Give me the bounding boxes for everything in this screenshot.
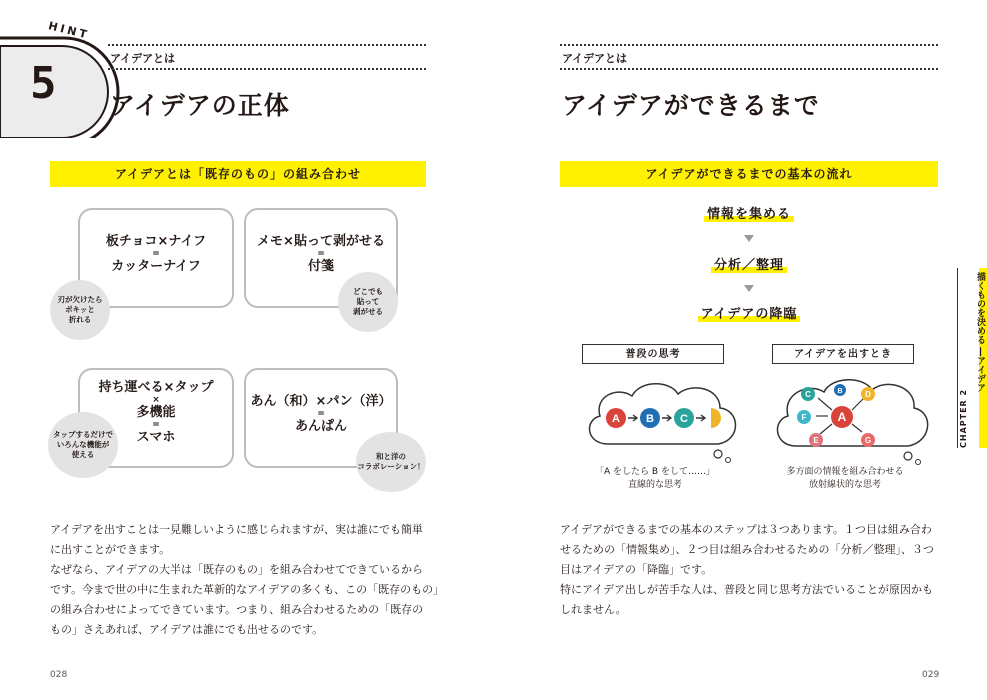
node-label: B: [837, 388, 843, 395]
node-label: C: [680, 413, 688, 425]
body-paragraph: アイデアを出すことは一見難しいように感じられますが、実は誰にでも簡単 に出すことができます。 なぜなら、アイデアの大半は「既存のもの」を組み合わせてできているから です。今まで世の中に生まれた革新的なアイデアの多くも、この「既存のもの」 の組み合わせによってできています。つまり、組み合わせるための「既存の もの」さえあれば、アイデアは誰にでも出せるのです。: [50, 523, 445, 636]
flow-arrow-icon: [744, 235, 754, 242]
card-equals: =: [152, 420, 160, 430]
flow-step: 分析／整理: [649, 254, 849, 273]
card-equals: =: [317, 409, 325, 419]
section-label: アイデアとは: [110, 52, 176, 65]
card-line: 持ち運べる×タップ: [98, 380, 214, 395]
card-line: メモ×貼って剥がせる: [257, 234, 385, 249]
chapter-title: 描くものを決める ―アイデア: [975, 272, 985, 393]
node-label: C: [805, 390, 811, 399]
card-line: 板チョコ×ナイフ: [105, 234, 207, 249]
flow-arrow-icon: [744, 285, 754, 292]
box-head-idea: アイデアを出すとき: [772, 344, 914, 364]
chapter-label: CHAPTER 2: [959, 388, 968, 448]
linear-thinking-diagram: [578, 374, 748, 464]
caption-linear: 「A をしたら B をして……」 直線的な思考: [595, 467, 715, 490]
top-rule: [108, 44, 426, 46]
section-label: アイデアとは: [562, 52, 628, 65]
node-label: G: [864, 436, 872, 445]
card-line: 多機能: [136, 405, 176, 420]
hint-label: HINT: [47, 19, 91, 42]
page-number: 029: [922, 670, 940, 680]
card-times: ×: [152, 395, 160, 405]
section-rule: [108, 68, 426, 70]
top-rule: [560, 44, 938, 46]
card-line: あん（和）×パン（洋）: [250, 394, 392, 409]
card-equals: =: [317, 249, 325, 259]
body-paragraph: アイデアができるまでの基本のステップは３つあります。１つ目は組み合わ せるための「情報集め」、２つ目は組み合わせるための「分析／整理」、３つ 目はアイデアの「降臨」です。 特にアイデア出しが苦手な人は、普段と同じ思考方法でいることが原因かも しれません。: [560, 523, 934, 616]
card-bubble: どこでも 貼って 剥がせる: [338, 272, 398, 332]
hint-badge: [0, 28, 120, 138]
page-number: 028: [50, 670, 68, 680]
box-head-normal: 普段の思考: [582, 344, 724, 364]
flow-step: アイデアの降臨: [649, 303, 849, 322]
card-result: あんぱん: [294, 419, 347, 434]
card-bubble: 和と洋の コラボレーション！: [356, 432, 426, 492]
node-label: B: [646, 413, 654, 425]
card-result: スマホ: [136, 430, 176, 445]
node-label: E: [813, 436, 819, 445]
node-label: A: [612, 413, 620, 425]
page-title: アイデアができるまで: [562, 91, 820, 120]
section-rule: [560, 68, 938, 70]
node-label: A: [837, 410, 847, 424]
node-label: F: [801, 413, 807, 422]
card-equals: =: [152, 249, 160, 259]
card-bubble: タップするだけで いろんな機能が 使える: [48, 412, 118, 478]
card-bubble: 刃が欠けたら ポキッと 折れる: [50, 280, 110, 340]
chapter-sidebar: [957, 268, 987, 448]
hint-number: 5: [30, 58, 57, 109]
flow-step: 情報を集める: [649, 203, 849, 222]
card-result: 付箋: [307, 259, 334, 274]
radial-thinking-diagram: [768, 372, 938, 468]
node-label: D: [865, 390, 871, 399]
card-result: カッターナイフ: [111, 259, 201, 274]
section-band: アイデアとは「既存のもの」の組み合わせ: [50, 161, 426, 187]
caption-radial: 多方面の情報を組み合わせる 放射線状的な思考: [786, 467, 904, 490]
page-title: アイデアの正体: [110, 91, 290, 120]
section-band: アイデアができるまでの基本の流れ: [560, 161, 938, 187]
